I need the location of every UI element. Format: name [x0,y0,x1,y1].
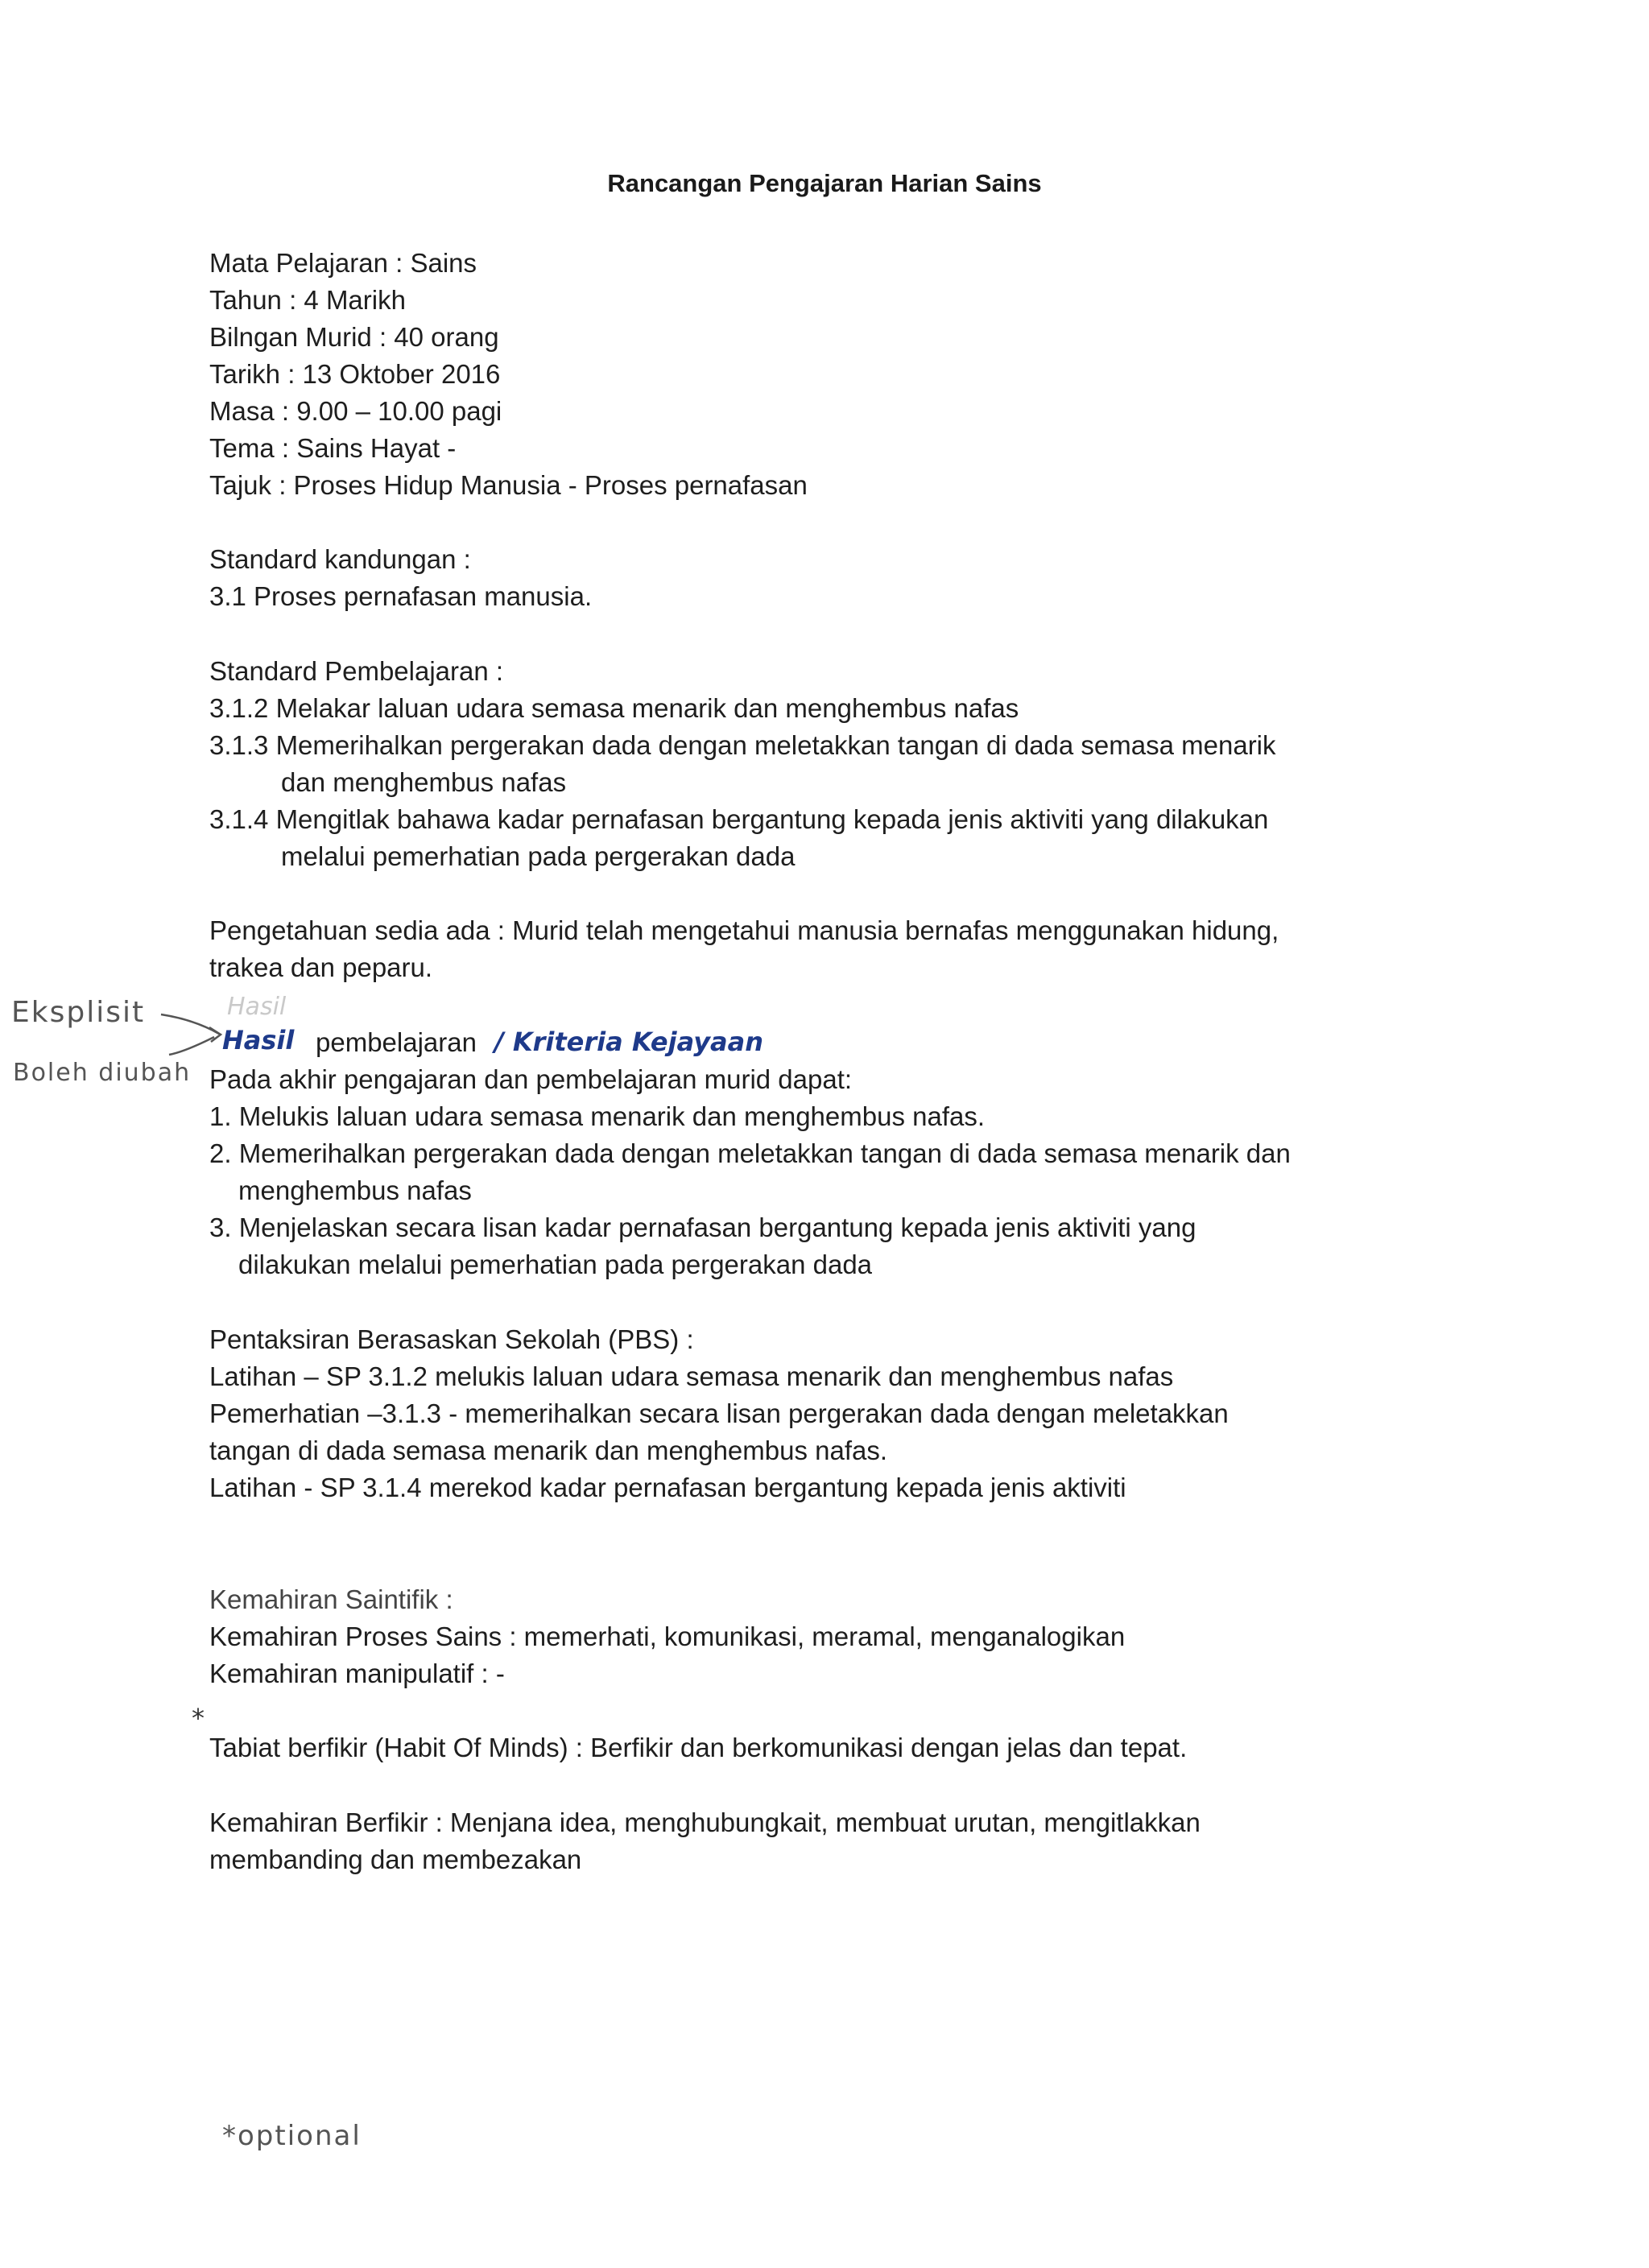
pengetahuan-line: trakea dan peparu. [209,952,433,982]
hasil-heading: pembelajaran [316,1027,477,1057]
hasil-item: 1. Melukis laluan udara semasa menarik dan menghembus nafas. [209,1101,986,1131]
hasil-item: dilakukan melalui pemerhatian pada pergerakan dada [238,1250,873,1279]
tabiat-line: Tabiat berfikir (Habit Of Minds) : Berfikir dan berkomunikasi dengan jelas dan tepat. [209,1733,1188,1762]
standard-pembelajaran-heading: Standard Pembelajaran : [209,656,504,686]
standard-pembelajaran-item: 3.1.4 Mengitlak bahawa kadar pernafasan bergantung kepada jenis aktiviti yang dilakukan [209,804,1269,834]
hasil-item: menghembus nafas [238,1175,472,1205]
pbs-heading: Pentaksiran Berasaskan Sekolah (PBS) : [209,1324,694,1354]
hasil-intro: Pada akhir pengajaran dan pembelajaran murid dapat: [209,1064,853,1094]
info-time: Masa : 9.00 – 10.00 pagi [209,396,502,426]
kemahiran-manipulatif: Kemahiran manipulatif : - [209,1659,505,1688]
pbs-line: Latihan – SP 3.1.2 melukis laluan udara semasa menarik dan menghembus nafas [209,1361,1174,1391]
info-theme: Tema : Sains Hayat - [209,433,457,463]
info-topic: Tajuk : Proses Hidup Manusia - Proses pernafasan [209,470,808,500]
hw-hasil-word: Hasil [222,1025,295,1056]
info-subject: Mata Pelajaran : Sains [209,248,477,278]
standard-kandungan-item: 3.1 Proses pernafasan manusia. [209,581,593,611]
document-title: Rancangan Pengajaran Harian Sains [607,169,1042,197]
berfikir-line: Kemahiran Berfikir : Menjana idea, menghubungkait, membuat urutan, mengitlakkan [209,1807,1201,1837]
standard-pembelajaran-item: melalui pemerhatian pada pergerakan dada [281,841,796,871]
pbs-line: Latihan - SP 3.1.4 merekod kadar pernafasan bergantung kepada jenis aktiviti [209,1473,1126,1502]
pengetahuan-line: Pengetahuan sedia ada : Murid telah mengetahui manusia bernafas menggunakan hidung, [209,915,1279,945]
pbs-line: tangan di dada semasa menarik dan menghembus nafas. [209,1436,888,1465]
standard-pembelajaran-item: 3.1.3 Memerihalkan pergerakan dada dengan meletakkan tangan di dada semasa menarik [209,730,1276,760]
hw-kriteria-kejayaan: / Kriteria Kejayaan [494,1027,764,1057]
hw-eksplisit: Eksplisit [11,996,146,1029]
hw-ghost-hasil: Hasil [227,993,287,1021]
hw-boleh-diubah: Boleh diubah [13,1059,192,1087]
kemahiran-heading: Kemahiran Saintifik : [209,1584,453,1614]
hasil-item: 2. Memerihalkan pergerakan dada dengan meletakkan tangan di dada semasa menarik dan [209,1138,1291,1168]
standard-kandungan-heading: Standard kandungan : [209,544,471,574]
berfikir-line: membanding dan membezakan [209,1845,582,1874]
hw-optional: *optional [222,2120,362,2152]
hw-arrow-icon [158,1008,230,1056]
pbs-line: Pemerhatian –3.1.3 - memerihalkan secara lisan pergerakan dada dengan meletakkan [209,1398,1229,1428]
standard-pembelajaran-item: dan menghembus nafas [281,767,567,797]
standard-pembelajaran-item: 3.1.2 Melakar laluan udara semasa menarik dan menghembus nafas [209,693,1019,723]
hasil-item: 3. Menjelaskan secara lisan kadar pernafasan bergantung kepada jenis aktiviti yang [209,1212,1196,1242]
hw-star: * [192,1703,205,1733]
info-date: Tarikh : 13 Oktober 2016 [209,359,501,389]
info-year: Tahun : 4 Marikh [209,285,406,315]
kemahiran-proses: Kemahiran Proses Sains : memerhati, komunikasi, meramal, menganalogikan [209,1621,1126,1651]
info-students: Bilngan Murid : 40 orang [209,322,499,352]
